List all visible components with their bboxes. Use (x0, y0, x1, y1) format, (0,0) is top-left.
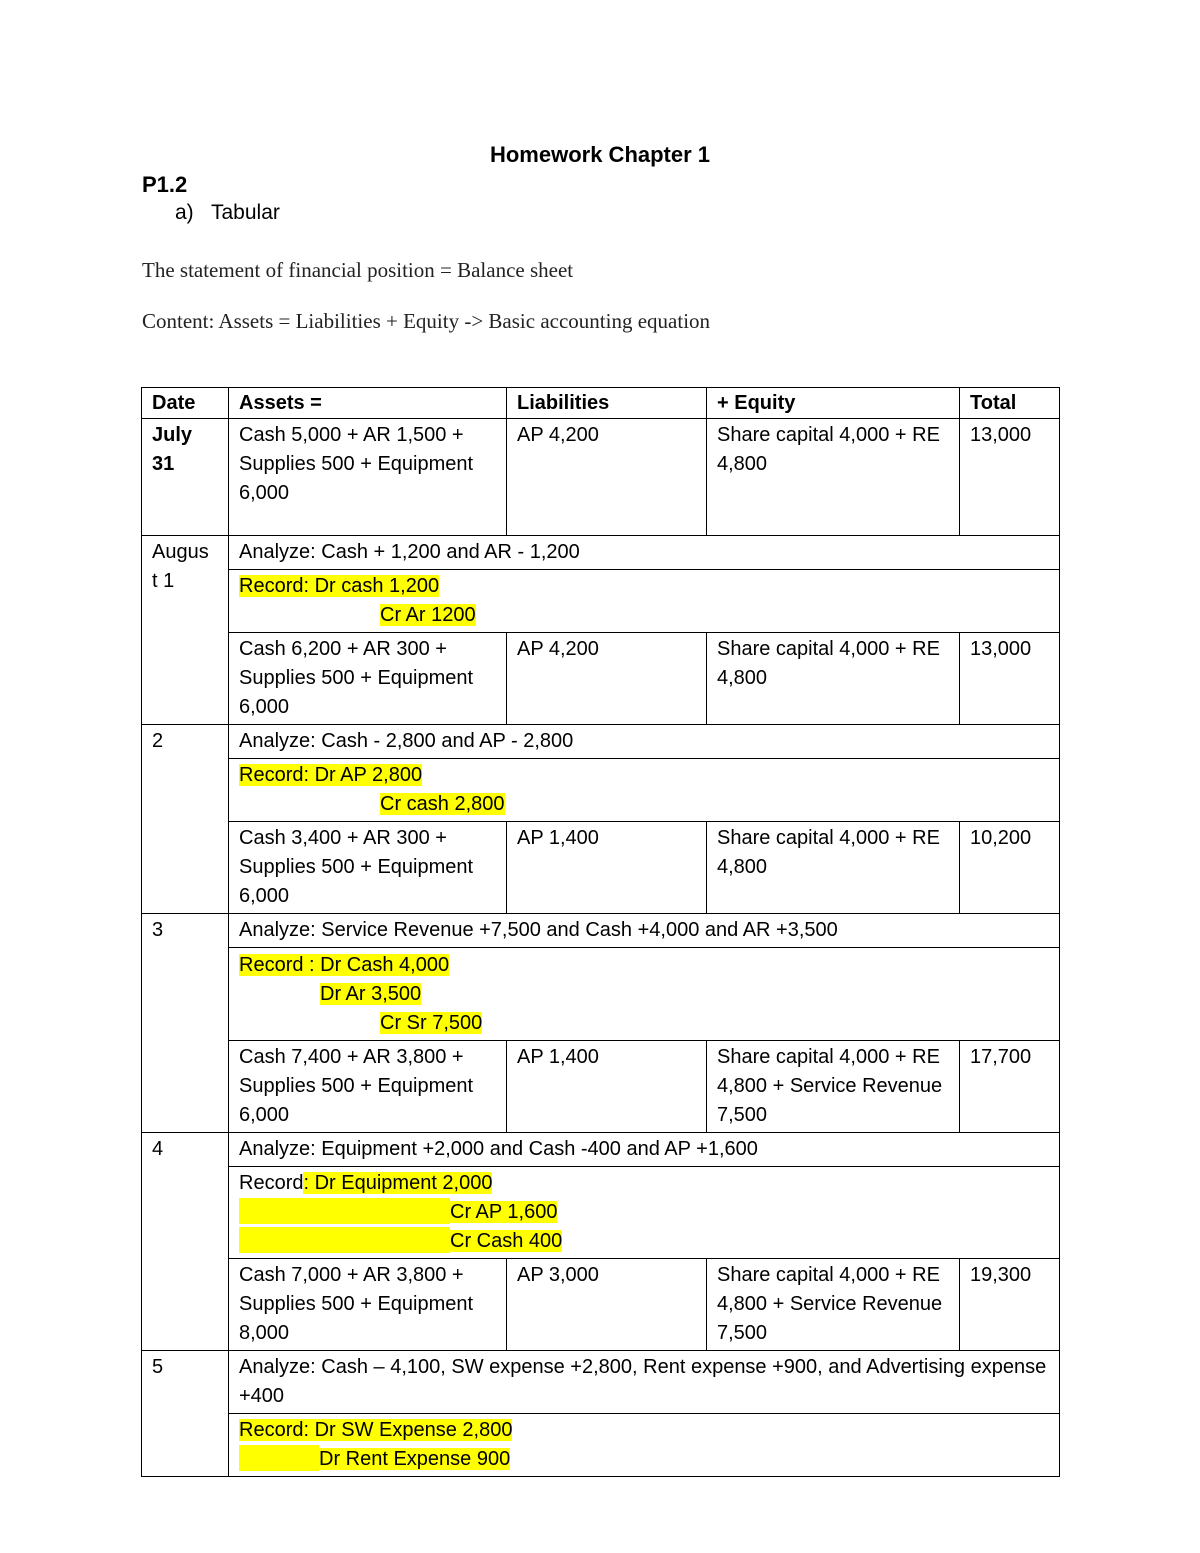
transaction-table (141, 387, 1060, 1477)
record-cell (229, 1414, 1060, 1477)
record-debit: Record: Dr SW Expense 2,800 (239, 1419, 513, 1441)
record-credit: Cr Ar 1200 (380, 604, 476, 626)
total-cell: 13,000 (960, 419, 1060, 536)
liabilities-cell: AP 4,200 (507, 633, 707, 725)
subsection-title: Tabular (211, 201, 280, 224)
equity-cell: Share capital 4,000 + RE 4,800 (707, 419, 960, 536)
table-row (142, 914, 1060, 948)
table-row (142, 822, 1060, 914)
analyze-cell: Analyze: Cash - 2,800 and AP - 2,800 (229, 725, 1060, 759)
equity-cell: Share capital 4,000 + RE 4,800 (707, 822, 960, 914)
table-row (142, 759, 1060, 822)
header-assets: Assets = (229, 388, 507, 419)
record-credit: Cr Cash 400 (450, 1230, 563, 1252)
equity-cell: Share capital 4,000 + RE 4,800 + Service Revenue 7,500 (707, 1041, 960, 1133)
total-cell: 13,000 (960, 633, 1060, 725)
record-debit: : Dr Equipment 2,000 (303, 1172, 493, 1194)
header-liabilities: Liabilities (507, 388, 707, 419)
liabilities-cell: AP 4,200 (507, 419, 707, 536)
date-cell: 4 (142, 1133, 229, 1351)
document-title: Homework Chapter 1 (489, 142, 711, 167)
total-cell: 19,300 (960, 1259, 1060, 1351)
table-row (142, 948, 1060, 1041)
equation-line: Content: Assets = Liabilities + Equity -> Basic accounting equation (142, 309, 711, 333)
table-row (142, 1259, 1060, 1351)
record-debit-pad (239, 1445, 319, 1471)
analyze-cell: Analyze: Cash – 4,100, SW expense +2,800, Rent expense +900, and Advertising expense +400 (229, 1351, 1060, 1414)
problem-number: P1.2 (142, 172, 188, 197)
analyze-cell: Analyze: Cash + 1,200 and AR - 1,200 (229, 536, 1060, 570)
analyze-cell: Analyze: Equipment +2,000 and Cash -400 and AP +1,600 (229, 1133, 1060, 1167)
subsection-label: a) (175, 201, 194, 224)
total-cell: 17,700 (960, 1041, 1060, 1133)
liabilities-cell: AP 1,400 (507, 1041, 707, 1133)
record-debit: Dr Rent Expense 900 (319, 1448, 511, 1470)
assets-cell: Cash 7,400 + AR 3,800 + Supplies 500 + Equipment 6,000 (229, 1041, 507, 1133)
header-equity: + Equity (707, 388, 960, 419)
record-debit: Record: Dr cash 1,200 (239, 575, 440, 597)
table-row (142, 570, 1060, 633)
date-cell: 3 (142, 914, 229, 1133)
record-cell (229, 759, 1060, 822)
table-row (142, 1414, 1060, 1477)
equity-cell: Share capital 4,000 + RE 4,800 + Service Revenue 7,500 (707, 1259, 960, 1351)
record-cell (229, 948, 1060, 1041)
record-cell (229, 570, 1060, 633)
record-credit: Cr cash 2,800 (380, 793, 505, 815)
date-cell: Augus t 1 (142, 536, 229, 725)
record-debit: Record : Dr Cash 4,000 (239, 954, 450, 976)
header-date: Date (142, 388, 229, 419)
table-row (142, 1133, 1060, 1167)
assets-cell: Cash 3,400 + AR 300 + Supplies 500 + Equipment 6,000 (229, 822, 507, 914)
liabilities-cell: AP 3,000 (507, 1259, 707, 1351)
assets-cell: Cash 5,000 + AR 1,500 + Supplies 500 + Equipment 6,000 (229, 419, 507, 536)
record-credit-pad (239, 1227, 450, 1253)
table-header-row (142, 388, 1060, 419)
record-label: Record (239, 1172, 304, 1194)
table-row (142, 536, 1060, 570)
analyze-cell: Analyze: Service Revenue +7,500 and Cash +4,000 and AR +3,500 (229, 914, 1060, 948)
record-debit: Record: Dr AP 2,800 (239, 764, 423, 786)
table-row (142, 725, 1060, 759)
table-row (142, 1041, 1060, 1133)
total-cell: 10,200 (960, 822, 1060, 914)
date-cell: 2 (142, 725, 229, 914)
assets-cell: Cash 6,200 + AR 300 + Supplies 500 + Equipment 6,000 (229, 633, 507, 725)
table-row (142, 1167, 1060, 1259)
header-total: Total (960, 388, 1060, 419)
liabilities-cell: AP 1,400 (507, 822, 707, 914)
record-cell (229, 1167, 1060, 1259)
subsection (175, 201, 280, 225)
table-row (142, 633, 1060, 725)
assets-cell: Cash 7,000 + AR 3,800 + Supplies 500 + Equipment 8,000 (229, 1259, 507, 1351)
table-row (142, 419, 1060, 536)
record-debit: Dr Ar 3,500 (320, 983, 422, 1005)
record-credit: Cr AP 1,600 (450, 1201, 558, 1223)
equity-cell: Share capital 4,000 + RE 4,800 (707, 633, 960, 725)
definition-line: The statement of financial position = Balance sheet (142, 258, 574, 282)
date-cell: July 31 (142, 419, 229, 536)
date-cell: 5 (142, 1351, 229, 1477)
record-credit: Cr Sr 7,500 (380, 1012, 483, 1034)
record-credit-pad (239, 1198, 450, 1224)
table-row (142, 1351, 1060, 1414)
